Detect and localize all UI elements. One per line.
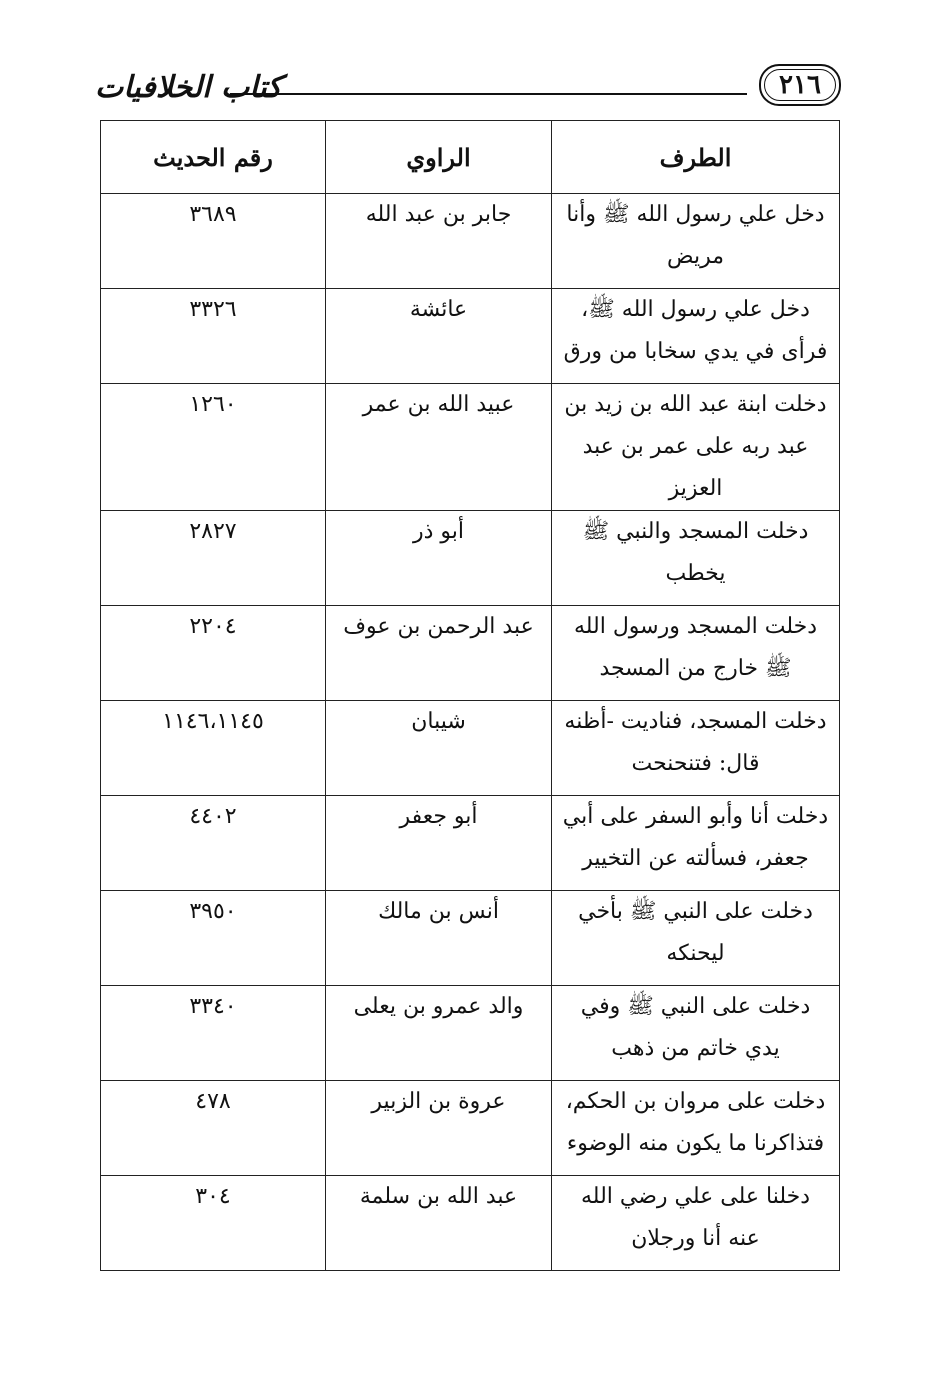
narrator-cell: عائشة	[326, 289, 552, 384]
hadith-number-cell: ١١٤٦،١١٤٥	[101, 701, 326, 796]
narrator-cell: أبو جعفر	[326, 796, 552, 891]
hadith-opening-cell: دخلت على مروان بن الحكم، فتذاكرنا ما يكون منه الوضوء	[552, 1081, 840, 1176]
hadith-number-cell: ٣٩٥٠	[101, 891, 326, 986]
table-header-row	[101, 121, 840, 194]
table-row	[101, 606, 840, 701]
table-row	[101, 384, 840, 511]
table-row	[101, 1081, 840, 1176]
narrator-cell: عروة بن الزبير	[326, 1081, 552, 1176]
table-row	[101, 701, 840, 796]
hadith-opening-cell: دخل علي رسول الله ﷺ، فرأى في يدي سخابا من ورق	[552, 289, 840, 384]
narrator-cell: شيبان	[326, 701, 552, 796]
table-row	[101, 289, 840, 384]
column-header-taraf: الطرف	[552, 121, 840, 194]
hadith-index-table	[100, 120, 840, 1271]
hadith-number-cell: ٣٣٢٦	[101, 289, 326, 384]
hadith-number-cell: ٢٢٠٤	[101, 606, 326, 701]
header-rule	[230, 93, 747, 95]
narrator-cell: والد عمرو بن يعلى	[326, 986, 552, 1081]
hadith-number-cell: ١٢٦٠	[101, 384, 326, 511]
hadith-opening-cell: دخلت المسجد ورسول الله ﷺ خارج من المسجد	[552, 606, 840, 701]
page-number: ٢١٦	[759, 64, 841, 106]
table-row	[101, 986, 840, 1081]
narrator-cell: عبد الله بن سلمة	[326, 1176, 552, 1271]
book-title: كتاب الخلافيات	[95, 70, 282, 105]
table-row	[101, 891, 840, 986]
narrator-cell: أبو ذر	[326, 511, 552, 606]
hadith-number-cell: ٤٧٨	[101, 1081, 326, 1176]
column-header-number: رقم الحديث	[101, 121, 326, 194]
narrator-cell: أنس بن مالك	[326, 891, 552, 986]
hadith-number-cell: ٢٨٢٧	[101, 511, 326, 606]
hadith-opening-cell: دخلت أنا وأبو السفر على أبي جعفر، فسألته عن التخيير	[552, 796, 840, 891]
narrator-cell: جابر بن عبد الله	[326, 194, 552, 289]
narrator-cell: عبيد الله بن عمر	[326, 384, 552, 511]
hadith-number-cell: ٣٠٤	[101, 1176, 326, 1271]
hadith-opening-cell: دخلت المسجد والنبي ﷺ يخطب	[552, 511, 840, 606]
table-body	[101, 194, 840, 1271]
narrator-cell: عبد الرحمن بن عوف	[326, 606, 552, 701]
page-header	[95, 62, 847, 112]
hadith-opening-cell: دخلت ابنة عبد الله بن زيد بن عبد ربه على عمر بن عبد العزيز	[552, 384, 840, 511]
hadith-number-cell: ٣٣٤٠	[101, 986, 326, 1081]
hadith-opening-cell: دخلت على النبي ﷺ بأخي ليحنكه	[552, 891, 840, 986]
hadith-opening-cell: دخلت المسجد، فناديت -أظنه قال: فتنحنحت	[552, 701, 840, 796]
column-header-rawi: الراوي	[326, 121, 552, 194]
hadith-number-cell: ٣٦٨٩	[101, 194, 326, 289]
hadith-opening-cell: دخلت على النبي ﷺ وفي يدي خاتم من ذهب	[552, 986, 840, 1081]
hadith-opening-cell: دخلنا على علي رضي الله عنه أنا ورجلان	[552, 1176, 840, 1271]
hadith-opening-cell: دخل علي رسول الله ﷺ وأنا مريض	[552, 194, 840, 289]
table-row	[101, 1176, 840, 1271]
table-row	[101, 796, 840, 891]
table-row	[101, 194, 840, 289]
table-row	[101, 511, 840, 606]
hadith-number-cell: ٤٤٠٢	[101, 796, 326, 891]
